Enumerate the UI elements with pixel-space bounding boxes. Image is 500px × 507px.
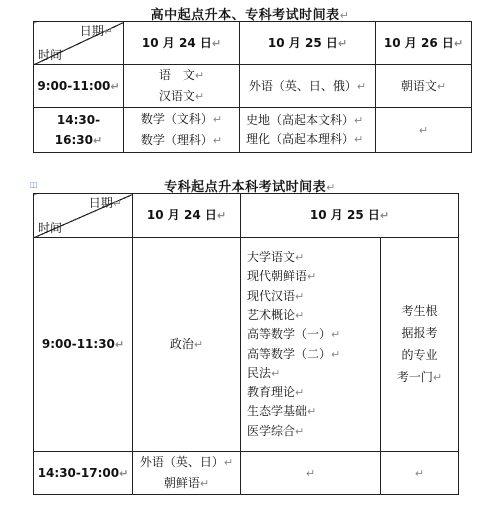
table2-date-1: 10 月 24 日↵ [133, 194, 241, 238]
table2-row1-day2-subjects: 大学语文↵ 现代朝鲜语↵ 现代汉语↵ 艺术概论↵ 高等数学（一）↵ 高等数学（二）↵ 民法↵ 教育理论↵ 生态学基础↵ 医学综合↵ [241, 238, 381, 452]
table1-row1-day2: 外语（英、日、俄）↵ [240, 65, 376, 108]
table1-row2-day1: 数学（文科）↵ 数学（理科）↵ [124, 108, 240, 153]
table1-date-2: 10 月 25 日↵ [240, 22, 376, 65]
table2-title: 专科起点升本科考试时间表↵ [164, 180, 336, 195]
table2-row1-day2-note: 考生根 据报考 的专业 考一门↵ [381, 238, 459, 452]
table2-corner-cell: 日期↵ 时间 [34, 194, 133, 238]
table1-date-1: 10 月 24 日↵ [124, 22, 240, 65]
table1-row1-time: 9:00-11:00↵ [34, 65, 124, 108]
table1-row1-day1: 语 文↵ 汉语文↵ [124, 65, 240, 108]
table1 [33, 21, 472, 153]
paragraph-marker-icon: ◫ [30, 180, 38, 189]
table2-row1-day1: 政治↵ [133, 238, 241, 452]
table2-row2-day2-subjects: ↵ [241, 452, 381, 495]
table1-corner-cell: 日期↵ 时间 [34, 22, 124, 65]
table1-row1-day3: 朝语文↵ [376, 65, 472, 108]
table2 [33, 193, 459, 495]
table1-title: 高中起点升本、专科考试时间表↵ [150, 8, 350, 23]
table2-row1-time: 9:00-11:30↵ [34, 238, 133, 452]
table1-row2-time: 14:30-16:30↵ [34, 108, 124, 153]
table1-row2-day3: ↵ [376, 108, 472, 153]
table2-date-2: 10 月 25 日↵ [241, 194, 459, 238]
table1-row2-day2: 史地（高起本文科）↵ 理化（高起本理科）↵ [240, 108, 376, 153]
table2-row2-day1: 外语（英、日）↵ 朝鲜语↵ [133, 452, 241, 495]
table1-date-3: 10 月 26 日↵ [376, 22, 472, 65]
table2-row2-time: 14:30-17:00↵ [34, 452, 133, 495]
table2-row2-day2-note: ↵ [381, 452, 459, 495]
